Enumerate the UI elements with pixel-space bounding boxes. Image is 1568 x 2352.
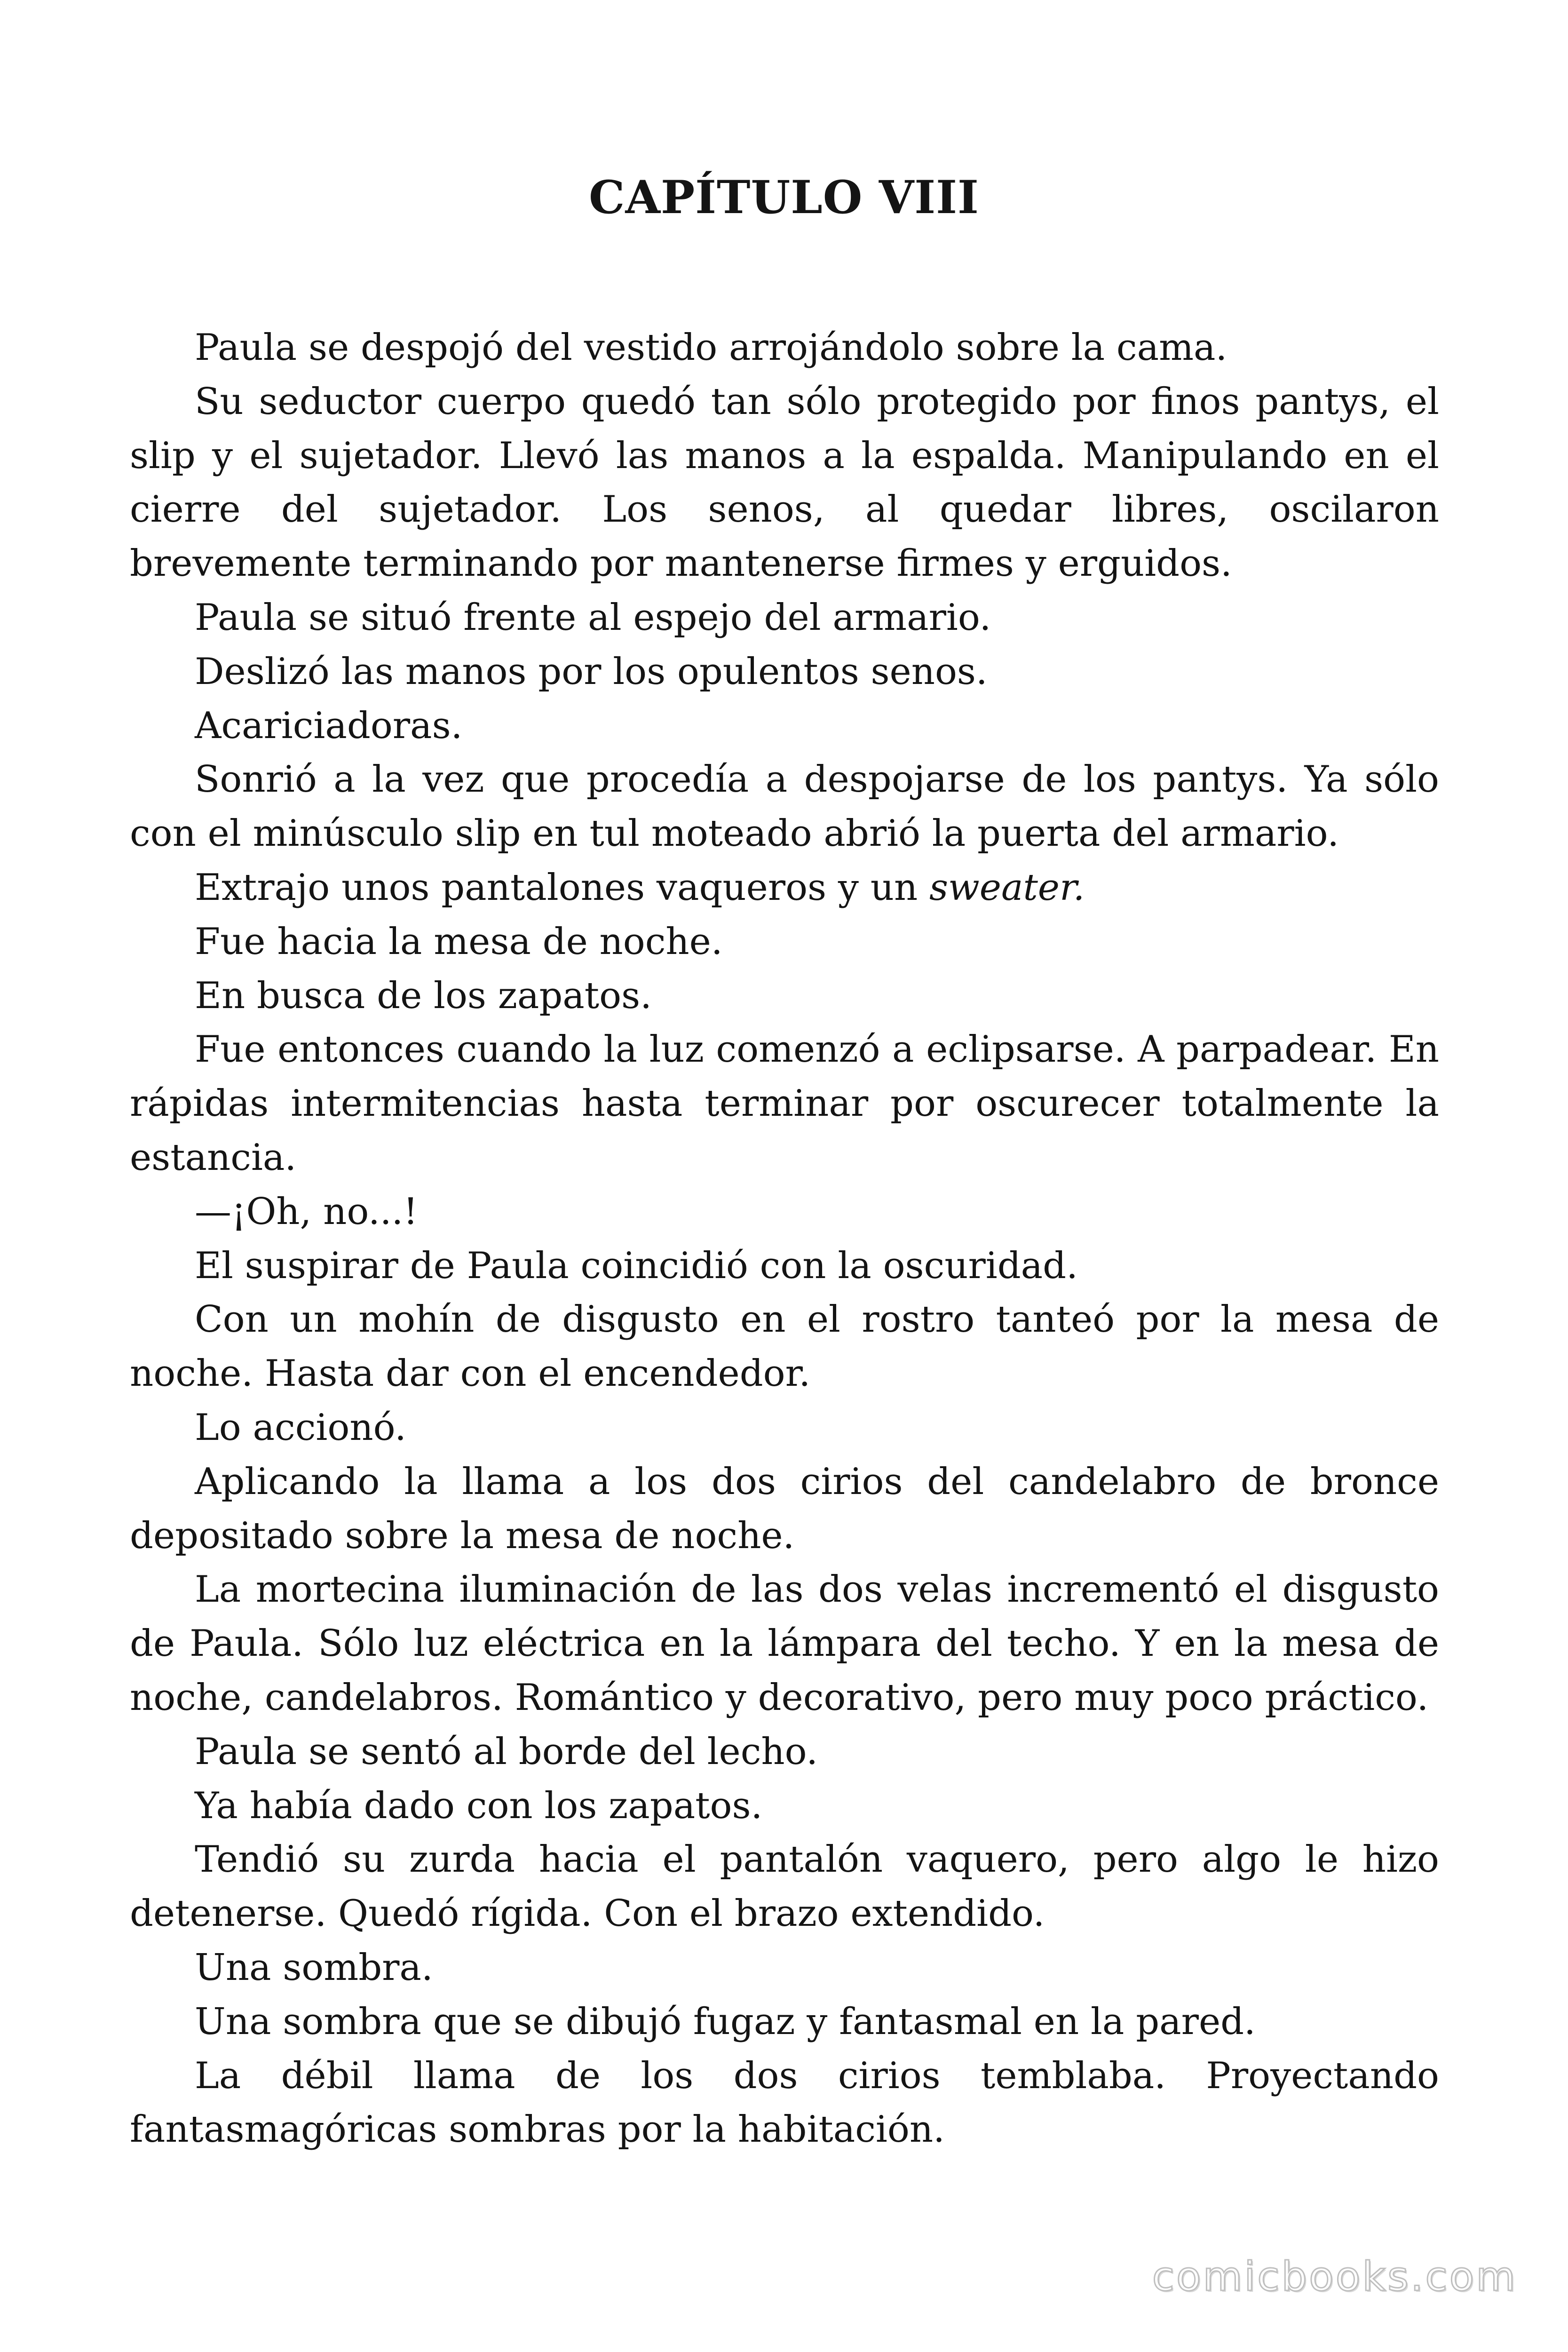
paragraph: La mortecina iluminación de las dos velas incrementó el disgusto de Paula. Sólo luz eléctrica en la lámpara del techo. Y en la mesa de noche, candelabros. Romántico y decorativo, pero muy poco práctico. — [130, 1568, 1439, 1719]
paragraph: Sonrió a la vez que procedía a despojarse de los pantys. Ya sólo con el minúsculo slip en tul moteado abrió la puerta del armario. — [130, 758, 1439, 855]
chapter-title: CAPÍTULO VIII — [589, 171, 979, 224]
paragraph: La débil llama de los dos cirios temblaba. Proyectando fantasmagóricas sombras por la habitación. — [130, 2054, 1439, 2151]
paragraph: En busca de los zapatos. — [195, 974, 652, 1017]
paragraph: Una sombra. — [195, 1946, 433, 1989]
paragraph: Ya había dado con los zapatos. — [195, 1784, 763, 1827]
paragraph: Una sombra que se dibujó fugaz y fantasmal en la pared. — [195, 2000, 1256, 2043]
watermark: comicbooks.com — [1152, 2253, 1517, 2300]
paragraph: Tendió su zurda hacia el pantalón vaquero, pero algo le hizo detenerse. Quedó rígida. Con el brazo extendido. — [130, 1838, 1439, 1935]
paragraph-text: Extrajo unos pantalones vaqueros y un — [195, 866, 929, 909]
paragraph: El suspirar de Paula coincidió con la oscuridad. — [195, 1244, 1078, 1287]
paragraph: Aplicando la llama a los dos cirios del candelabro de bronce depositado sobre la mesa de noche. — [130, 1460, 1439, 1557]
paragraph: Lo accionó. — [195, 1406, 406, 1449]
paragraph: —¡Oh, no...! — [195, 1190, 418, 1233]
paragraph: Deslizó las manos por los opulentos senos. — [195, 650, 988, 693]
chapter-body — [130, 321, 1439, 2157]
emphasized-word: sweater. — [929, 866, 1085, 909]
paragraph: Paula se despojó del vestido arrojándolo sobre la cama. — [195, 326, 1227, 369]
paragraph: Su seductor cuerpo quedó tan sólo protegido por finos pantys, el slip y el sujetador. Llevó las manos a la espalda. Manipulando en el cierre del sujetador. Los senos, al quedar libres, oscilaron brevemente terminando por mantenerse firmes y erguidos. — [130, 380, 1439, 585]
paragraph: Paula se situó frente al espejo del armario. — [195, 596, 991, 639]
paragraph: Paula se sentó al borde del lecho. — [195, 1730, 818, 1773]
paragraph: Fue entonces cuando la luz comenzó a eclipsarse. A parpadear. En rápidas intermitencias hasta terminar por oscurecer totalmente la estancia. — [130, 1028, 1439, 1179]
paragraph: Con un mohín de disgusto en el rostro tanteó por la mesa de noche. Hasta dar con el encendedor. — [130, 1298, 1439, 1395]
paragraph — [130, 861, 1439, 915]
paragraph: Fue hacia la mesa de noche. — [195, 920, 723, 963]
paragraph: Acariciadoras. — [195, 704, 463, 747]
